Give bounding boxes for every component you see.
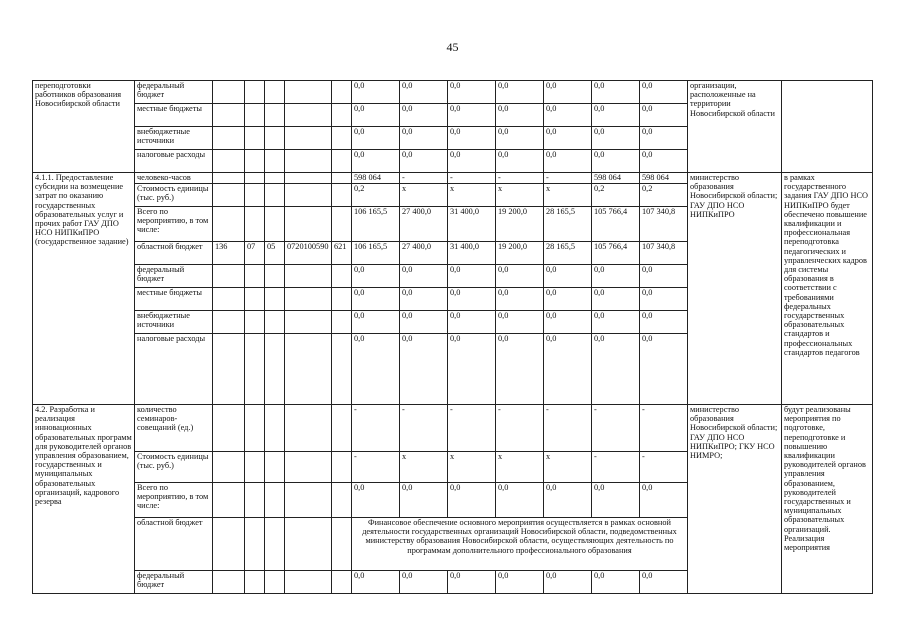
- value-cell: 0,0: [352, 288, 400, 311]
- budget-code: [285, 173, 332, 184]
- budget-code: [285, 288, 332, 311]
- value-cell: 0,0: [448, 81, 496, 104]
- value-cell: 0,0: [448, 334, 496, 405]
- budget-code: [332, 127, 352, 150]
- budget-code: [285, 518, 332, 571]
- value-cell: х: [400, 452, 448, 483]
- budget-code: [245, 265, 265, 288]
- value-cell: 0,0: [400, 150, 448, 173]
- value-cell: 107 340,8: [640, 242, 688, 265]
- value-cell: -: [592, 452, 640, 483]
- section-c-name: 4.2. Разработка и реализация инновационных образовательных программ для руководителей органов управления образованием, государственных и муниципальных образовательных организаций, кадрового резерва: [33, 405, 135, 594]
- value-cell: 0,0: [544, 288, 592, 311]
- value-cell: 0,0: [592, 104, 640, 127]
- value-cell: 19 200,0: [496, 242, 544, 265]
- budget-code: [265, 127, 285, 150]
- value-cell: 0,0: [448, 265, 496, 288]
- budget-code: [245, 184, 265, 207]
- budget-code: 136: [213, 242, 245, 265]
- value-cell: -: [448, 173, 496, 184]
- funding-source: федеральный бюджет: [135, 571, 213, 594]
- budget-code: [265, 405, 285, 452]
- value-cell: х: [448, 452, 496, 483]
- value-cell: 0,0: [544, 81, 592, 104]
- budget-code: [245, 207, 265, 242]
- budget-code: [245, 104, 265, 127]
- funding-source: налоговые расходы: [135, 150, 213, 173]
- value-cell: -: [544, 173, 592, 184]
- budget-code: [285, 334, 332, 405]
- value-cell: 0,0: [640, 288, 688, 311]
- value-cell: -: [640, 452, 688, 483]
- section-c-executor: министерство образования Новосибирской области; ГАУ ДПО НСО НИПКиПРО; ГКУ НСО НИМРО;: [688, 405, 782, 594]
- budget-code: [332, 334, 352, 405]
- budget-code: [213, 405, 245, 452]
- budget-code: [245, 288, 265, 311]
- budget-code: 07: [245, 242, 265, 265]
- financing-note: Финансовое обеспечение основного мероприятия осуществляется в рамках основной деятельности государственных организаций Новосибирской области, подведомственных министерству образования Новосибирской области, осуществляющих деятельность по программам дополнительного профессионального образования: [352, 518, 688, 571]
- budget-code: [245, 518, 265, 571]
- value-cell: 0,0: [352, 483, 400, 518]
- value-cell: 0,0: [592, 311, 640, 334]
- budget-code: [245, 405, 265, 452]
- value-cell: 0,0: [640, 104, 688, 127]
- budget-code: [245, 150, 265, 173]
- value-cell: 0,0: [352, 127, 400, 150]
- section-a-name: переподготовки работников образования Новосибирской области: [33, 81, 135, 173]
- budget-code: [332, 518, 352, 571]
- value-cell: -: [496, 405, 544, 452]
- value-cell: 0,0: [448, 150, 496, 173]
- section-b-name: 4.1.1. Предоставление субсидии на возмещение затрат по оказанию государственных образовательных услуг и прочих работ ГАУ ДПО НСО НИПКиПРО (государственное задание): [33, 173, 135, 405]
- value-cell: 0,0: [592, 150, 640, 173]
- budget-code: [265, 184, 285, 207]
- value-cell: 598 064: [352, 173, 400, 184]
- value-cell: 0,0: [496, 334, 544, 405]
- funding-source: человеко-часов: [135, 173, 213, 184]
- budget-code: [332, 173, 352, 184]
- budget-code: [285, 571, 332, 594]
- value-cell: 0,0: [592, 334, 640, 405]
- value-cell: 0,0: [544, 265, 592, 288]
- budget-code: [332, 405, 352, 452]
- value-cell: 0,0: [448, 571, 496, 594]
- value-cell: 106 165,5: [352, 207, 400, 242]
- value-cell: 0,0: [496, 81, 544, 104]
- budget-code: [265, 311, 285, 334]
- value-cell: х: [544, 452, 592, 483]
- budget-code: [245, 311, 265, 334]
- budget-code: [245, 571, 265, 594]
- budget-code: [213, 127, 245, 150]
- budget-code: [285, 127, 332, 150]
- value-cell: 0,0: [640, 334, 688, 405]
- value-cell: -: [640, 405, 688, 452]
- value-cell: 106 165,5: [352, 242, 400, 265]
- budget-code: [265, 483, 285, 518]
- budget-code: [285, 150, 332, 173]
- value-cell: 0,0: [400, 483, 448, 518]
- budget-code: [285, 184, 332, 207]
- value-cell: 28 165,5: [544, 242, 592, 265]
- budget-code: [245, 483, 265, 518]
- value-cell: 0,0: [448, 311, 496, 334]
- value-cell: х: [496, 184, 544, 207]
- value-cell: 0,0: [544, 150, 592, 173]
- value-cell: х: [544, 184, 592, 207]
- value-cell: 0,0: [352, 104, 400, 127]
- budget-code: [213, 288, 245, 311]
- value-cell: 0,0: [592, 81, 640, 104]
- budget-code: [332, 452, 352, 483]
- value-cell: 0,0: [544, 334, 592, 405]
- value-cell: 0,0: [592, 571, 640, 594]
- value-cell: 0,0: [496, 150, 544, 173]
- budget-code: [285, 104, 332, 127]
- value-cell: 0,0: [448, 127, 496, 150]
- value-cell: 0,0: [640, 81, 688, 104]
- value-cell: 0,0: [448, 104, 496, 127]
- value-cell: -: [448, 405, 496, 452]
- budget-code: [265, 173, 285, 184]
- value-cell: 0,0: [400, 334, 448, 405]
- budget-code: [285, 483, 332, 518]
- budget-code: [285, 265, 332, 288]
- value-cell: 0,0: [592, 127, 640, 150]
- budget-code: [213, 483, 245, 518]
- value-cell: 0,0: [400, 288, 448, 311]
- budget-code: [332, 104, 352, 127]
- budget-code: [245, 81, 265, 104]
- budget-code: [213, 452, 245, 483]
- budget-code: [285, 405, 332, 452]
- value-cell: 0,0: [592, 483, 640, 518]
- budget-code: [245, 127, 265, 150]
- funding-source: областной бюджет: [135, 242, 213, 265]
- section-a-executor: организации, расположенные на территории Новосибирской области: [688, 81, 782, 173]
- budget-code: [332, 311, 352, 334]
- value-cell: 0,2: [352, 184, 400, 207]
- program-table: [32, 80, 873, 594]
- budget-code: 621: [332, 242, 352, 265]
- value-cell: 27 400,0: [400, 242, 448, 265]
- budget-code: [245, 173, 265, 184]
- budget-code: [332, 184, 352, 207]
- budget-code: [332, 483, 352, 518]
- funding-source: внебюджетные источники: [135, 127, 213, 150]
- value-cell: 27 400,0: [400, 207, 448, 242]
- funding-source: налоговые расходы: [135, 334, 213, 405]
- budget-code: [213, 150, 245, 173]
- table-row: [33, 81, 873, 104]
- table-row: [33, 405, 873, 452]
- budget-code: [265, 265, 285, 288]
- value-cell: -: [544, 405, 592, 452]
- funding-source: федеральный бюджет: [135, 81, 213, 104]
- value-cell: 0,0: [400, 127, 448, 150]
- budget-code: [213, 334, 245, 405]
- value-cell: 28 165,5: [544, 207, 592, 242]
- value-cell: 0,2: [640, 184, 688, 207]
- budget-code: [213, 104, 245, 127]
- value-cell: 0,0: [640, 483, 688, 518]
- budget-code: [332, 81, 352, 104]
- value-cell: 0,0: [448, 288, 496, 311]
- budget-code: [265, 571, 285, 594]
- budget-code: [285, 207, 332, 242]
- value-cell: х: [448, 184, 496, 207]
- budget-code: [332, 265, 352, 288]
- value-cell: 0,0: [544, 104, 592, 127]
- section-b-result: в рамках государственного задания ГАУ ДПО НСО НИПКиПРО будет обеспечено повышение квалификации и профессиональная переподготовка педагогических и управленческих кадров для системы образования в соответствии с требованиями федеральных государственных образовательных стандартов и профессиональных стандартов педагогов: [782, 173, 873, 405]
- value-cell: 0,0: [496, 483, 544, 518]
- value-cell: 0,0: [640, 150, 688, 173]
- value-cell: -: [352, 405, 400, 452]
- value-cell: 0,0: [352, 334, 400, 405]
- budget-code: [245, 452, 265, 483]
- value-cell: 0,0: [352, 311, 400, 334]
- section-c-result: будут реализованы мероприятия по подготовке, переподготовке и повышению квалификации руководителей органов управления образованием, руководителей государственных и муниципальных образовательных организаций. Реализация мероприятия: [782, 405, 873, 594]
- value-cell: 0,0: [640, 311, 688, 334]
- value-cell: -: [352, 452, 400, 483]
- value-cell: 107 340,8: [640, 207, 688, 242]
- value-cell: 0,0: [400, 311, 448, 334]
- budget-code: [285, 452, 332, 483]
- budget-code: 0720100590: [285, 242, 332, 265]
- budget-code: [265, 150, 285, 173]
- budget-code: [265, 81, 285, 104]
- budget-code: 05: [265, 242, 285, 265]
- budget-code: [213, 81, 245, 104]
- funding-source: федеральный бюджет: [135, 265, 213, 288]
- value-cell: 0,0: [592, 288, 640, 311]
- value-cell: 0,0: [640, 571, 688, 594]
- budget-code: [265, 104, 285, 127]
- value-cell: 0,0: [496, 571, 544, 594]
- budget-code: [265, 518, 285, 571]
- budget-code: [213, 265, 245, 288]
- section-b-executor: министерство образования Новосибирской области; ГАУ ДПО НСО НИПКиПРО: [688, 173, 782, 405]
- value-cell: -: [400, 173, 448, 184]
- value-cell: 0,0: [496, 127, 544, 150]
- section-a-result: [782, 81, 873, 173]
- value-cell: 0,0: [352, 81, 400, 104]
- funding-source: Всего по мероприятию, в том числе:: [135, 207, 213, 242]
- value-cell: 598 064: [592, 173, 640, 184]
- value-cell: 598 064: [640, 173, 688, 184]
- budget-code: [213, 173, 245, 184]
- value-cell: 0,0: [544, 311, 592, 334]
- value-cell: 19 200,0: [496, 207, 544, 242]
- value-cell: 0,0: [448, 483, 496, 518]
- funding-source: количество семинаров-совещаний (ед.): [135, 405, 213, 452]
- value-cell: 0,0: [352, 150, 400, 173]
- value-cell: 31 400,0: [448, 207, 496, 242]
- budget-code: [285, 81, 332, 104]
- budget-code: [213, 184, 245, 207]
- value-cell: 0,0: [640, 265, 688, 288]
- value-cell: 0,0: [400, 81, 448, 104]
- value-cell: 0,0: [400, 571, 448, 594]
- budget-code: [332, 207, 352, 242]
- page-number: 45: [446, 40, 459, 54]
- value-cell: 0,0: [544, 483, 592, 518]
- value-cell: 0,0: [496, 288, 544, 311]
- value-cell: 0,2: [592, 184, 640, 207]
- funding-source: Стоимость единицы (тыс. руб.): [135, 452, 213, 483]
- budget-code: [332, 150, 352, 173]
- budget-code: [265, 207, 285, 242]
- value-cell: 0,0: [352, 265, 400, 288]
- budget-code: [332, 571, 352, 594]
- funding-source: областной бюджет: [135, 518, 213, 571]
- value-cell: 0,0: [544, 127, 592, 150]
- value-cell: 0,0: [400, 104, 448, 127]
- budget-code: [245, 334, 265, 405]
- funding-source: Всего по мероприятию, в том числе:: [135, 483, 213, 518]
- funding-source: Стоимость единицы (тыс. руб.): [135, 184, 213, 207]
- budget-code: [213, 571, 245, 594]
- value-cell: х: [400, 184, 448, 207]
- value-cell: 0,0: [640, 127, 688, 150]
- funding-source: местные бюджеты: [135, 104, 213, 127]
- value-cell: -: [496, 173, 544, 184]
- budget-code: [213, 518, 245, 571]
- funding-source: местные бюджеты: [135, 288, 213, 311]
- budget-code: [213, 311, 245, 334]
- budget-code: [265, 452, 285, 483]
- value-cell: 0,0: [592, 265, 640, 288]
- budget-code: [213, 207, 245, 242]
- budget-code: [265, 288, 285, 311]
- funding-source: внебюджетные источники: [135, 311, 213, 334]
- budget-code: [285, 311, 332, 334]
- value-cell: 0,0: [544, 571, 592, 594]
- table-row: [33, 173, 873, 184]
- value-cell: 0,0: [496, 311, 544, 334]
- value-cell: 105 766,4: [592, 207, 640, 242]
- value-cell: 0,0: [352, 571, 400, 594]
- value-cell: 105 766,4: [592, 242, 640, 265]
- value-cell: 31 400,0: [448, 242, 496, 265]
- value-cell: 0,0: [496, 104, 544, 127]
- value-cell: 0,0: [496, 265, 544, 288]
- budget-code: [265, 334, 285, 405]
- value-cell: х: [496, 452, 544, 483]
- value-cell: 0,0: [400, 265, 448, 288]
- budget-code: [332, 288, 352, 311]
- value-cell: -: [592, 405, 640, 452]
- value-cell: -: [400, 405, 448, 452]
